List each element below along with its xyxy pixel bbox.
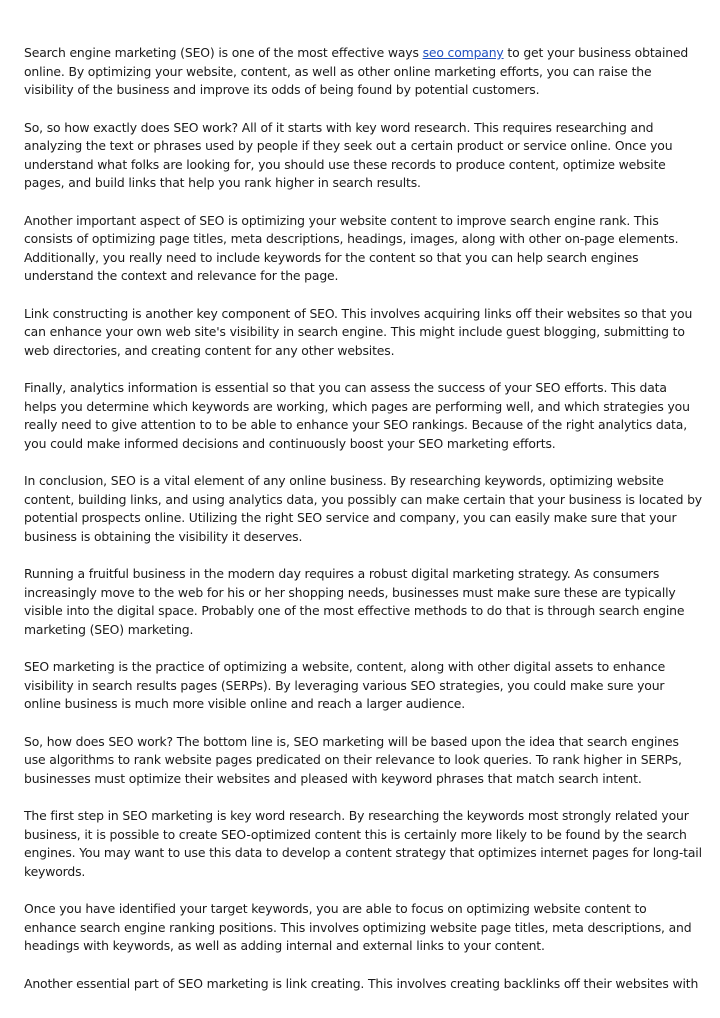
paragraph-text: Search engine marketing (SEO) is one of the most effective ways: [24, 45, 423, 60]
paragraph-link-constructing: Link constructing is another key component of SEO. This involves acquiring links off their websites so that you can enhance your own web site's visibility in search engine. This might include guest blogging, submitting to web directories, and creating content for any other websites.: [24, 305, 693, 358]
paragraph-analytics: Finally, analytics information is essential so that you can assess the success of your SEO efforts. This data helps you determine which keywords are working, which pages are performing well, and which strategies you really need to give attention to to be able to enhance your SEO rankings. Because of the right analytics data, you could make informed decisions and continuously boost your SEO marketing efforts.: [24, 380, 690, 451]
paragraph-how-seo-works: So, so how exactly does SEO work? All of it starts with key word research. This requires researching and analyzing the text or phrases used by people if they seek out a certain product or service online. Once you understand what folks are looking for, you should use these records to produce content, optimize website pages, and build links that help you rank higher in search results.: [24, 119, 673, 190]
document-body: [24, 44, 702, 1012]
seo-company-link[interactable]: seo company: [422, 45, 504, 60]
paragraph-seo-marketing-definition: SEO marketing is the practice of optimizing a website, content, along with other digital assets to enhance visibility in search results pages (SERPs). By leveraging various SEO strategies, you could make sure your online business is much more visible online and reach a larger audience.: [24, 659, 666, 711]
paragraph-keyword-research: The first step in SEO marketing is key word research. By researching the keywords most strongly related your business, it is possible to create SEO-optimized content this is certainly more likely to be found by the search engines. You may want to use this data to develop a content strategy that optimizes internet pages for long-tail keywords.: [24, 808, 702, 879]
paragraph-conclusion: In conclusion, SEO is a vital element of any online business. By researching keywords, optimizing website content, building links, and using analytics data, you possibly can make certain that your business is located by potential prospects online. Utilizing the right SEO service and company, you can easily make sure that your business is obtaining the visibility it deserves.: [24, 473, 702, 544]
paragraph-target-keywords: Once you have identified your target keywords, you are able to focus on optimizing website content to enhance search engine ranking positions. This involves optimizing website page titles, meta descriptions, and headings with keywords, as well as adding internal and external links to your content.: [24, 901, 692, 953]
paragraph-intro: [24, 44, 702, 100]
paragraph-text: to get your business obtained online. By optimizing your website, content, as well as other online marketing efforts, you can raise the visibility of the business and improve its odds of being found by potential customers.: [24, 45, 689, 97]
paragraph-optimizing-content: Another important aspect of SEO is optimizing your website content to improve search engine rank. This consists of optimizing page titles, meta descriptions, headings, images, along with other on-page elements. Additionally, you really need to include keywords for the content so that you can help search engines understand the context and relevance for the page.: [24, 212, 679, 283]
paragraph-how-does-seo-work: So, how does SEO work? The bottom line is, SEO marketing will be based upon the idea that search engines use algorithms to rank website pages predicated on their relevance to look queries. To rank higher in SERPs, businesses must optimize their websites and pleased with keyword phrases that match search intent.: [24, 733, 682, 786]
paragraph-digital-strategy: Running a fruitful business in the modern day requires a robust digital marketing strategy. As consumers increasingly move to the web for his or her shopping needs, businesses must make sure these are typically visible into the digital space. Probably one of the most effective methods to do that is through search engine marketing (SEO) marketing.: [24, 566, 685, 637]
paragraph-link-creating: Another essential part of SEO marketing is link creating. This involves creating backlinks off their websites with: [24, 975, 699, 991]
